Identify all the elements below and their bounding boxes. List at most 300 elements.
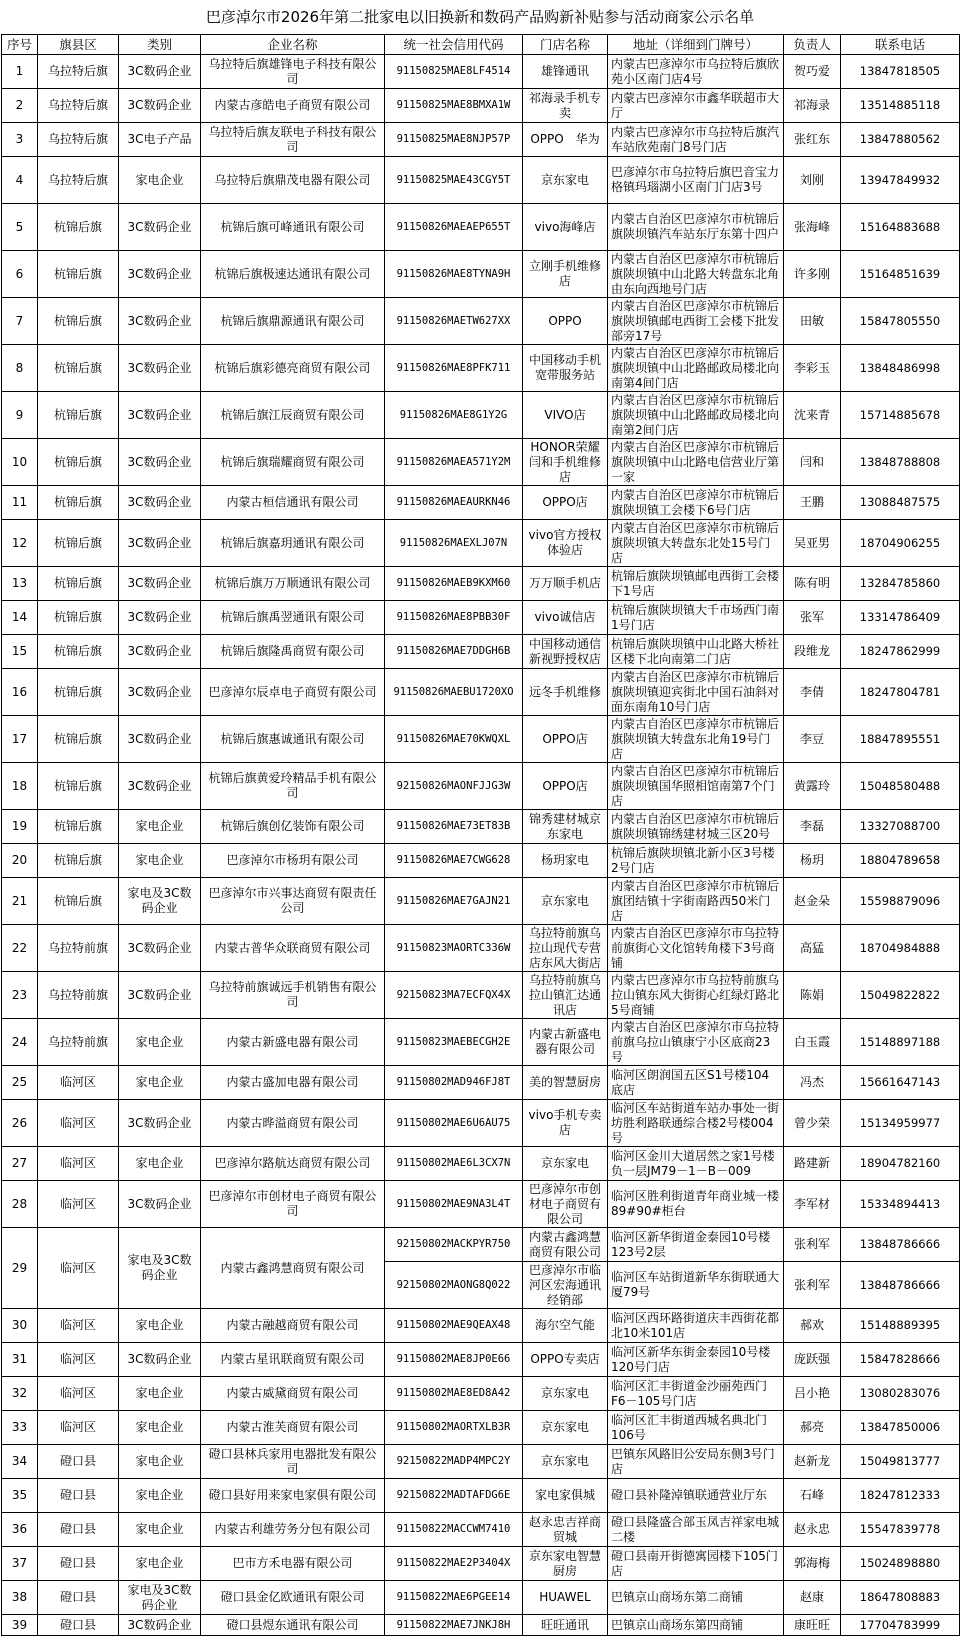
- cell-person: 张红东: [784, 123, 841, 157]
- cell-credit-code: 91150826MAETW627XX: [385, 298, 523, 345]
- table-row: [2, 204, 960, 251]
- cell-address: 内蒙古巴彦淖尔市乌拉特后旗欣苑小区南门店4号: [608, 55, 784, 89]
- cell-company: 内蒙古普华众联商贸有限公司: [201, 925, 385, 972]
- cell-person: 郝亮: [784, 1411, 841, 1445]
- cell-store: 巴彦淖尔市创材电子商贸有限公司: [523, 1181, 608, 1228]
- table-row: [2, 1445, 960, 1479]
- cell-address: 临河区金川大道居然之家1号楼负一层JM79－1－B－009: [608, 1147, 784, 1181]
- header-county: 旗县区: [38, 35, 119, 55]
- cell-no: 14: [2, 601, 38, 635]
- cell-address: 临河区车站街道新华东街联通大厦79号: [608, 1262, 784, 1309]
- cell-credit-code: 91150802MAE8JP0E66: [385, 1343, 523, 1377]
- cell-company: 磴口县金亿欧通讯有限公司: [201, 1581, 385, 1615]
- cell-company: 乌拉特后旗雄锋电子科技有限公司: [201, 55, 385, 89]
- cell-address: 磴口县南开街德寓园楼下105门店: [608, 1547, 784, 1581]
- cell-county: 杭锦后旗: [38, 635, 119, 669]
- cell-phone: 13514885118: [841, 89, 960, 123]
- cell-address: 巴镇京山商场东第二商铺: [608, 1581, 784, 1615]
- cell-person: 赵永忠: [784, 1513, 841, 1547]
- cell-company: 杭锦后旗惠诚通讯有限公司: [201, 716, 385, 763]
- cell-category: 家电企业: [119, 1066, 201, 1100]
- cell-credit-code: 92150826MAONFJJG3W: [385, 763, 523, 810]
- cell-county: 临河区: [38, 1147, 119, 1181]
- cell-county: 乌拉特后旗: [38, 55, 119, 89]
- cell-credit-code: 91150826MAE7GAJN21: [385, 878, 523, 925]
- cell-phone: 13847880562: [841, 123, 960, 157]
- table-row: [2, 392, 960, 439]
- table-row: [2, 439, 960, 486]
- cell-person: 庞跃强: [784, 1343, 841, 1377]
- cell-address: 临河区新华东街金泰园10号楼120号门店: [608, 1343, 784, 1377]
- cell-address: 内蒙古自治区巴彦淖尔市乌拉特前旗乌拉山镇康宁小区底商23号: [608, 1019, 784, 1066]
- cell-address: 杭锦后旗陕坝镇大千市场西门南1号门店: [608, 601, 784, 635]
- cell-no: 3: [2, 123, 38, 157]
- cell-company: 内蒙古新盛电器有限公司: [201, 1019, 385, 1066]
- cell-store: 京东家电: [523, 1377, 608, 1411]
- cell-credit-code: 92150822MADP4MPC2Y: [385, 1445, 523, 1479]
- cell-company: 杭锦后旗瑞耀商贸有限公司: [201, 439, 385, 486]
- cell-county: 杭锦后旗: [38, 298, 119, 345]
- cell-address: 内蒙古自治区巴彦淖尔市杭锦后旗陕坝镇邮电西街工会楼下批发部旁17号: [608, 298, 784, 345]
- cell-no: 8: [2, 345, 38, 392]
- cell-credit-code: 92150823MA7ECFQX4X: [385, 972, 523, 1019]
- cell-person: 李豆: [784, 716, 841, 763]
- cell-store: 内蒙古鑫鸿慧商贸有限公司: [523, 1228, 608, 1262]
- cell-credit-code: 91150826MAEB9KXM60: [385, 567, 523, 601]
- cell-credit-code: 91150826MAE8G1Y2G: [385, 392, 523, 439]
- cell-category: 家电企业: [119, 1309, 201, 1343]
- cell-store: 万万顺手机店: [523, 567, 608, 601]
- cell-person: 李磊: [784, 810, 841, 844]
- cell-no: 24: [2, 1019, 38, 1066]
- cell-county: 杭锦后旗: [38, 204, 119, 251]
- cell-credit-code: 92150802MACKPYR750: [385, 1228, 523, 1262]
- cell-county: 杭锦后旗: [38, 520, 119, 567]
- cell-phone: 15334894413: [841, 1181, 960, 1228]
- header-company: 企业名称: [201, 35, 385, 55]
- header-credit-code: 统一社会信用代码: [385, 35, 523, 55]
- header-phone: 联系电话: [841, 35, 960, 55]
- cell-phone: 15024898880: [841, 1547, 960, 1581]
- cell-store: OPPO店: [523, 716, 608, 763]
- cell-county: 乌拉特前旗: [38, 972, 119, 1019]
- cell-credit-code: 91150826MAEBU1720XO: [385, 669, 523, 716]
- cell-company: 内蒙古威黛商贸有限公司: [201, 1377, 385, 1411]
- cell-store: 内蒙古新盛电器有限公司: [523, 1019, 608, 1066]
- cell-category: 3C数码企业: [119, 716, 201, 763]
- cell-person: 陈有明: [784, 567, 841, 601]
- cell-address: 杭锦后旗陕坝镇北新小区3号楼2号门店: [608, 844, 784, 878]
- cell-person: 陈娟: [784, 972, 841, 1019]
- cell-company: 内蒙古利雄劳务分包有限公司: [201, 1513, 385, 1547]
- cell-no: 31: [2, 1343, 38, 1377]
- cell-person: 张利军: [784, 1262, 841, 1309]
- cell-category: 家电企业: [119, 157, 201, 204]
- table-row: [2, 1479, 960, 1513]
- cell-phone: 13088487575: [841, 486, 960, 520]
- cell-category: 3C数码企业: [119, 486, 201, 520]
- cell-person: 李军材: [784, 1181, 841, 1228]
- table-row: [2, 810, 960, 844]
- cell-person: 路建新: [784, 1147, 841, 1181]
- cell-county: 磴口县: [38, 1547, 119, 1581]
- cell-company: 杭锦后旗隆禹商贸有限公司: [201, 635, 385, 669]
- cell-credit-code: 91150802MAE8ED8A42: [385, 1377, 523, 1411]
- table-row: [2, 925, 960, 972]
- cell-store: OPPO: [523, 298, 608, 345]
- cell-company: 巴彦淖尔市创材电子商贸有限公司: [201, 1181, 385, 1228]
- cell-company: 巴彦淖尔市兴事达商贸有限责任公司: [201, 878, 385, 925]
- cell-no: 20: [2, 844, 38, 878]
- cell-county: 杭锦后旗: [38, 878, 119, 925]
- cell-credit-code: 91150802MAE9NA3L4T: [385, 1181, 523, 1228]
- cell-address: 内蒙古自治区巴彦淖尔市杭锦后旗陕坝镇锦绣建材城三区20号: [608, 810, 784, 844]
- cell-county: 杭锦后旗: [38, 669, 119, 716]
- cell-category: 3C数码企业: [119, 204, 201, 251]
- cell-store: vivo海峰店: [523, 204, 608, 251]
- cell-county: 乌拉特前旗: [38, 925, 119, 972]
- cell-address: 巴镇京山商场东第四商铺: [608, 1615, 784, 1636]
- cell-store: HUAWEL: [523, 1581, 608, 1615]
- table-row: [2, 1377, 960, 1411]
- cell-no: 29: [2, 1228, 38, 1309]
- cell-company: 杭锦后旗鼎源通讯有限公司: [201, 298, 385, 345]
- cell-store: 京东家电: [523, 157, 608, 204]
- table-body: [2, 55, 960, 1636]
- cell-company: 内蒙古彦皓电子商贸有限公司: [201, 89, 385, 123]
- table-row: [2, 251, 960, 298]
- cell-no: 35: [2, 1479, 38, 1513]
- cell-store: 美的智慧厨房: [523, 1066, 608, 1100]
- cell-phone: 13848788808: [841, 439, 960, 486]
- cell-credit-code: 91150825MAE8BMXA1W: [385, 89, 523, 123]
- cell-category: 3C数码企业: [119, 635, 201, 669]
- cell-category: 3C数码企业: [119, 1615, 201, 1636]
- table-row: [2, 486, 960, 520]
- cell-address: 内蒙古自治区巴彦淖尔市杭锦后旗陕坝镇工会楼下6号门店: [608, 486, 784, 520]
- cell-no: 17: [2, 716, 38, 763]
- cell-credit-code: 91150825MAE8NJP57P: [385, 123, 523, 157]
- cell-address: 内蒙古自治区巴彦淖尔市杭锦后旗陕坝镇迎宾街北中国石油斜对面东南角10号门店: [608, 669, 784, 716]
- cell-no: 37: [2, 1547, 38, 1581]
- header-address: 地址（详细到门牌号）: [608, 35, 784, 55]
- cell-credit-code: 91150826MAE8PBB30F: [385, 601, 523, 635]
- cell-credit-code: 91150802MAD946FJ8T: [385, 1066, 523, 1100]
- header-category: 类别: [119, 35, 201, 55]
- cell-phone: 15847805550: [841, 298, 960, 345]
- cell-county: 磴口县: [38, 1581, 119, 1615]
- cell-credit-code: 91150802MAORTXLB3R: [385, 1411, 523, 1445]
- cell-company: 杭锦后旗可峰通讯有限公司: [201, 204, 385, 251]
- cell-person: 赵新龙: [784, 1445, 841, 1479]
- cell-phone: 18247812333: [841, 1479, 960, 1513]
- cell-category: 3C数码企业: [119, 392, 201, 439]
- cell-county: 临河区: [38, 1228, 119, 1309]
- cell-phone: 13848786666: [841, 1262, 960, 1309]
- cell-category: 3C数码企业: [119, 925, 201, 972]
- cell-no: 12: [2, 520, 38, 567]
- cell-category: 3C数码企业: [119, 439, 201, 486]
- cell-category: 3C数码企业: [119, 567, 201, 601]
- cell-company: 内蒙古淮芙商贸有限公司: [201, 1411, 385, 1445]
- cell-person: 王鹏: [784, 486, 841, 520]
- table-row: [2, 1228, 960, 1262]
- cell-county: 乌拉特后旗: [38, 123, 119, 157]
- cell-no: 22: [2, 925, 38, 972]
- cell-person: 刘刚: [784, 157, 841, 204]
- cell-company: 磴口县好用来家电家俱有限公司: [201, 1479, 385, 1513]
- cell-no: 1: [2, 55, 38, 89]
- cell-category: 3C数码企业: [119, 345, 201, 392]
- cell-person: 许多刚: [784, 251, 841, 298]
- table-row: [2, 1100, 960, 1147]
- cell-category: 家电企业: [119, 1445, 201, 1479]
- cell-company: 巴彦淖尔市杨玥有限公司: [201, 844, 385, 878]
- cell-store: 海尔空气能: [523, 1309, 608, 1343]
- cell-address: 临河区西环路街道庆丰西街花都北10米101店: [608, 1309, 784, 1343]
- cell-credit-code: 92150822MADTAFDG6E: [385, 1479, 523, 1513]
- cell-person: 赵金朵: [784, 878, 841, 925]
- cell-person: 杨玥: [784, 844, 841, 878]
- cell-address: 杭锦后旗陕坝镇邮电西街工会楼下1号店: [608, 567, 784, 601]
- cell-person: 张利军: [784, 1228, 841, 1262]
- cell-address: 临河区车站街道车站办事处一街坊胜利路联通综合楼2号楼004号: [608, 1100, 784, 1147]
- cell-person: 李倩: [784, 669, 841, 716]
- cell-credit-code: 91150802MAE9QEAX48: [385, 1309, 523, 1343]
- cell-person: 李彩玉: [784, 345, 841, 392]
- cell-person: 闫和: [784, 439, 841, 486]
- cell-county: 杭锦后旗: [38, 763, 119, 810]
- cell-no: 15: [2, 635, 38, 669]
- cell-phone: 18647808883: [841, 1581, 960, 1615]
- cell-person: 郭海梅: [784, 1547, 841, 1581]
- cell-company: 杭锦后旗创亿装饰有限公司: [201, 810, 385, 844]
- cell-credit-code: 91150826MAE8PFK711: [385, 345, 523, 392]
- table-row: [2, 157, 960, 204]
- table-row: [2, 716, 960, 763]
- cell-address: 临河区新华街道金泰园10号楼123号2层: [608, 1228, 784, 1262]
- cell-phone: 18704906255: [841, 520, 960, 567]
- cell-phone: 18247862999: [841, 635, 960, 669]
- cell-store: 京东家电: [523, 1445, 608, 1479]
- cell-person: 高猛: [784, 925, 841, 972]
- table-row: [2, 1343, 960, 1377]
- cell-person: 曾少荣: [784, 1100, 841, 1147]
- table-row: [2, 520, 960, 567]
- cell-person: 张军: [784, 601, 841, 635]
- cell-no: 26: [2, 1100, 38, 1147]
- cell-phone: 15661647143: [841, 1066, 960, 1100]
- cell-company: 杭锦后旗万万顺通讯有限公司: [201, 567, 385, 601]
- cell-category: 3C数码企业: [119, 601, 201, 635]
- cell-credit-code: 92150802MAONG8Q022: [385, 1262, 523, 1309]
- cell-company: 杭锦后旗黄爱玲精品手机有限公司: [201, 763, 385, 810]
- cell-phone: 15164851639: [841, 251, 960, 298]
- cell-store: 赵永忠吉祥商贸城: [523, 1513, 608, 1547]
- cell-county: 磴口县: [38, 1445, 119, 1479]
- cell-company: 巴彦淖尔路航达商贸有限公司: [201, 1147, 385, 1181]
- cell-person: 贺巧爱: [784, 55, 841, 89]
- cell-credit-code: 91150823MAEBECGH2E: [385, 1019, 523, 1066]
- cell-person: 祁海录: [784, 89, 841, 123]
- cell-store: VIVO店: [523, 392, 608, 439]
- cell-no: 23: [2, 972, 38, 1019]
- table-row: [2, 1581, 960, 1615]
- cell-no: 18: [2, 763, 38, 810]
- cell-county: 临河区: [38, 1309, 119, 1343]
- cell-credit-code: 91150826MAE73ET83B: [385, 810, 523, 844]
- cell-county: 乌拉特后旗: [38, 89, 119, 123]
- cell-store: vivo诚信店: [523, 601, 608, 635]
- cell-phone: 18247804781: [841, 669, 960, 716]
- cell-company: 巴彦淖尔辰卓电子商贸有限公司: [201, 669, 385, 716]
- cell-company: 内蒙古融越商贸有限公司: [201, 1309, 385, 1343]
- cell-phone: 15714885678: [841, 392, 960, 439]
- cell-category: 3C数码企业: [119, 763, 201, 810]
- cell-store: 旺旺通讯: [523, 1615, 608, 1636]
- cell-credit-code: 91150822MACCWM7410: [385, 1513, 523, 1547]
- cell-county: 杭锦后旗: [38, 486, 119, 520]
- cell-store: OPPO专卖店: [523, 1343, 608, 1377]
- cell-address: 内蒙古自治区巴彦淖尔市杭锦后旗陕坝镇中山北路电信营业厅第一家: [608, 439, 784, 486]
- cell-no: 9: [2, 392, 38, 439]
- cell-category: 3C数码企业: [119, 1181, 201, 1228]
- cell-no: 38: [2, 1581, 38, 1615]
- cell-no: 36: [2, 1513, 38, 1547]
- cell-credit-code: 91150822MAE7JNKJ8H: [385, 1615, 523, 1636]
- cell-category: 3C数码企业: [119, 1100, 201, 1147]
- cell-person: 张海峰: [784, 204, 841, 251]
- cell-company: 杭锦后旗禹翌通讯有限公司: [201, 601, 385, 635]
- cell-no: 21: [2, 878, 38, 925]
- cell-phone: 15134959977: [841, 1100, 960, 1147]
- table-row: [2, 601, 960, 635]
- cell-address: 内蒙古自治区巴彦淖尔市杭锦后旗陕坝镇中山北路邮政局楼北向南第4间门店: [608, 345, 784, 392]
- cell-category: 3C数码企业: [119, 251, 201, 298]
- cell-store: 雄锋通讯: [523, 55, 608, 89]
- table-row: [2, 844, 960, 878]
- cell-store: 家电家俱城: [523, 1479, 608, 1513]
- cell-address: 磴口县隆盛合部玉凤吉祥家电城二楼: [608, 1513, 784, 1547]
- cell-category: 3C数码企业: [119, 1343, 201, 1377]
- cell-store: OPPO店: [523, 486, 608, 520]
- cell-category: 家电及3C数码企业: [119, 1228, 201, 1309]
- cell-company: 乌拉特前旗诚远手机销售有限公司: [201, 972, 385, 1019]
- cell-no: 6: [2, 251, 38, 298]
- cell-credit-code: 91150826MAE7DDGH6B: [385, 635, 523, 669]
- cell-person: 黄露玲: [784, 763, 841, 810]
- cell-person: 冯杰: [784, 1066, 841, 1100]
- cell-category: 家电企业: [119, 1377, 201, 1411]
- cell-category: 家电企业: [119, 844, 201, 878]
- cell-store: 中国移动手机宽带服务站: [523, 345, 608, 392]
- cell-address: 内蒙古自治区巴彦淖尔市杭锦后旗陕坝镇汽车站东厅东第十四户: [608, 204, 784, 251]
- cell-phone: 18847895551: [841, 716, 960, 763]
- cell-phone: 15048580488: [841, 763, 960, 810]
- cell-credit-code: 91150826MAE70KWQXL: [385, 716, 523, 763]
- cell-no: 4: [2, 157, 38, 204]
- cell-person: 郝欢: [784, 1309, 841, 1343]
- cell-county: 磴口县: [38, 1615, 119, 1636]
- cell-county: 临河区: [38, 1181, 119, 1228]
- cell-credit-code: 91150826MAE8TYNA9H: [385, 251, 523, 298]
- cell-category: 3C数码企业: [119, 669, 201, 716]
- cell-county: 临河区: [38, 1100, 119, 1147]
- cell-company: 乌拉特后旗鼎茂电器有限公司: [201, 157, 385, 204]
- table-row: [2, 89, 960, 123]
- cell-phone: 13848786666: [841, 1228, 960, 1262]
- cell-phone: 15847828666: [841, 1343, 960, 1377]
- cell-credit-code: 91150826MAEA571Y2M: [385, 439, 523, 486]
- cell-category: 家电企业: [119, 1147, 201, 1181]
- cell-company: 杭锦后旗江辰商贸有限公司: [201, 392, 385, 439]
- cell-no: 11: [2, 486, 38, 520]
- cell-phone: 13848486998: [841, 345, 960, 392]
- cell-store: OPPO店: [523, 763, 608, 810]
- cell-address: 临河区汇丰街道金沙丽苑西门F6－105号门店: [608, 1377, 784, 1411]
- cell-store: OPPO 华为: [523, 123, 608, 157]
- table-row: [2, 878, 960, 925]
- cell-category: 家电企业: [119, 1019, 201, 1066]
- cell-address: 临河区汇丰街道西城名典北门106号: [608, 1411, 784, 1445]
- cell-person: 石峰: [784, 1479, 841, 1513]
- cell-store: 京东家电: [523, 1147, 608, 1181]
- table-row: [2, 345, 960, 392]
- table-row: [2, 1547, 960, 1581]
- cell-county: 杭锦后旗: [38, 439, 119, 486]
- cell-no: 39: [2, 1615, 38, 1636]
- cell-company: 内蒙古晔溢商贸有限公司: [201, 1100, 385, 1147]
- cell-company: 杭锦后旗嘉玥通讯有限公司: [201, 520, 385, 567]
- cell-store: 京东家电: [523, 878, 608, 925]
- table-row: [2, 1019, 960, 1066]
- cell-credit-code: 91150826MAEXLJ07N: [385, 520, 523, 567]
- cell-phone: 15148889395: [841, 1309, 960, 1343]
- cell-phone: 13314786409: [841, 601, 960, 635]
- cell-company: 磴口县林兵家用电器批发有限公司: [201, 1445, 385, 1479]
- cell-address: 内蒙古自治区巴彦淖尔市杭锦后旗陕坝镇中山北路邮政局楼北向南第2间门店: [608, 392, 784, 439]
- cell-address: 巴彦淖尔市乌拉特后旗巴音宝力格镇玛瑙湖小区南门门店3号: [608, 157, 784, 204]
- cell-county: 杭锦后旗: [38, 601, 119, 635]
- cell-address: 临河区朗润国五区S1号楼104底店: [608, 1066, 784, 1100]
- cell-store: vivo手机专卖店: [523, 1100, 608, 1147]
- cell-address: 杭锦后旗陕坝镇中山北路大桥社区楼下北向南第二门店: [608, 635, 784, 669]
- table-row: [2, 298, 960, 345]
- cell-phone: 13284785860: [841, 567, 960, 601]
- cell-company: 内蒙古桓信通讯有限公司: [201, 486, 385, 520]
- cell-credit-code: 91150822MAE6PGEE14: [385, 1581, 523, 1615]
- cell-category: 3C数码企业: [119, 298, 201, 345]
- cell-address: 内蒙古自治区巴彦淖尔市杭锦后旗团结镇十字街南路西50米门店: [608, 878, 784, 925]
- cell-phone: 18804789658: [841, 844, 960, 878]
- cell-phone: 18904782160: [841, 1147, 960, 1181]
- cell-company: 杭锦后旗极速达通讯有限公司: [201, 251, 385, 298]
- cell-store: 中国移动通信新视野授权店: [523, 635, 608, 669]
- cell-county: 临河区: [38, 1377, 119, 1411]
- cell-category: 家电企业: [119, 1513, 201, 1547]
- cell-no: 5: [2, 204, 38, 251]
- cell-phone: 15164883688: [841, 204, 960, 251]
- cell-store: 锦秀建材城京东家电: [523, 810, 608, 844]
- cell-phone: 17704783999: [841, 1615, 960, 1636]
- cell-store: 巴彦淖尔市临河区宏海通讯经销部: [523, 1262, 608, 1309]
- cell-phone: 13847818505: [841, 55, 960, 89]
- cell-phone: 15148897188: [841, 1019, 960, 1066]
- cell-credit-code: 91150826MAEAURKN46: [385, 486, 523, 520]
- merchant-table: [1, 34, 960, 1636]
- cell-address: 巴镇东风路旧公安局东侧3号门店: [608, 1445, 784, 1479]
- cell-category: 3C数码企业: [119, 972, 201, 1019]
